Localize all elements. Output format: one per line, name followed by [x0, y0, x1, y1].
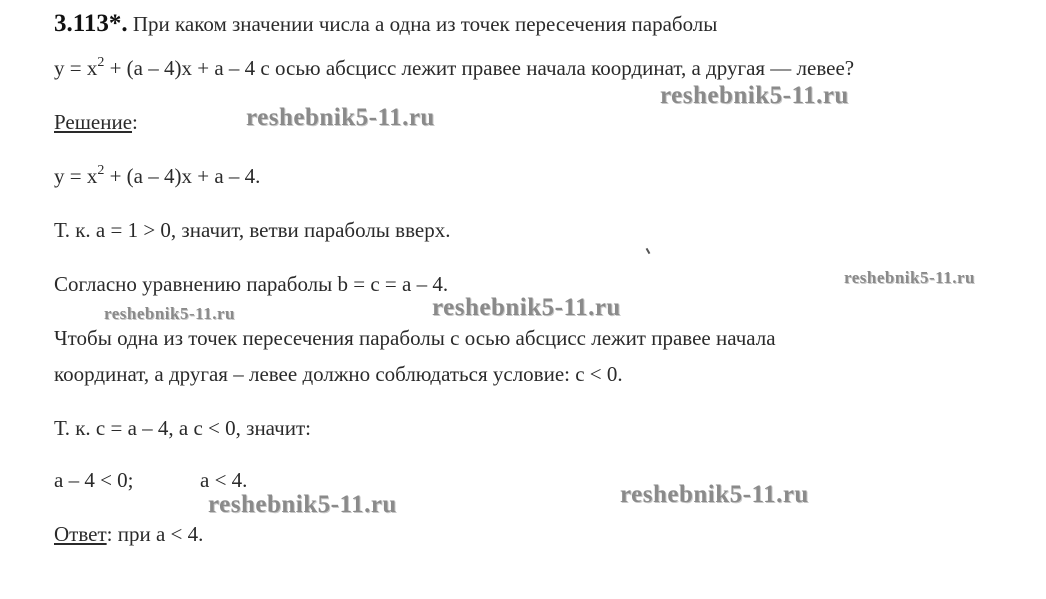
watermark: reshebnik5-11.ru: [208, 491, 397, 518]
answer-label: Ответ: [54, 522, 107, 546]
inequality-2: а < 4.: [200, 468, 248, 492]
solution-step-1: Т. к. а = 1 > 0, значит, ветви параболы вверх.: [54, 218, 451, 242]
watermark: reshebnik5-11.ru: [660, 82, 849, 109]
formula-part: у = х: [54, 56, 98, 80]
problem-line-2: [54, 56, 854, 80]
answer-text: : при а < 4.: [106, 522, 204, 546]
problem-text-2: + (а – 4)х + а – 4 с осью абсцисс лежит правее начала координат, а другая — левее?: [104, 56, 855, 80]
watermark: reshebnik5-11.ru: [432, 294, 621, 321]
equation-part: у = х: [54, 164, 98, 188]
problem-text-1: При каком значении числа а одна из точек пересечения параболы: [132, 12, 718, 36]
watermark: reshebnik5-11.ru: [844, 268, 975, 287]
watermark: reshebnik5-11.ru: [620, 481, 809, 508]
solution-step-4: Т. к. с = а – 4, а с < 0, значит:: [54, 416, 311, 440]
solution-colon: :: [132, 110, 138, 134]
equation-rest: + (а – 4)х + а – 4.: [104, 164, 261, 188]
problem-line-1: [54, 12, 717, 36]
answer: [54, 522, 203, 546]
watermark: reshebnik5-11.ru: [104, 304, 235, 323]
solution-step-3-line-2: координат, а другая – левее должно соблюдаться условие: с < 0.: [54, 362, 623, 386]
scan-speck: [646, 248, 651, 254]
solution-step-3-line-1: Чтобы одна из точек пересечения параболы с осью абсцисс лежит правее начала: [54, 326, 776, 350]
solution-label: Решение: [54, 110, 133, 134]
formula-exponent: 2: [97, 55, 105, 70]
equation-exponent: 2: [97, 163, 105, 178]
solution-step-2: Согласно уравнению параболы b = с = а – 4.: [54, 272, 449, 296]
problem-number: 3.113*.: [54, 10, 128, 37]
solution-heading: [54, 110, 138, 134]
inequality-1: а – 4 < 0;: [54, 468, 134, 492]
watermark: reshebnik5-11.ru: [246, 104, 435, 131]
solution-equation: [54, 164, 260, 188]
